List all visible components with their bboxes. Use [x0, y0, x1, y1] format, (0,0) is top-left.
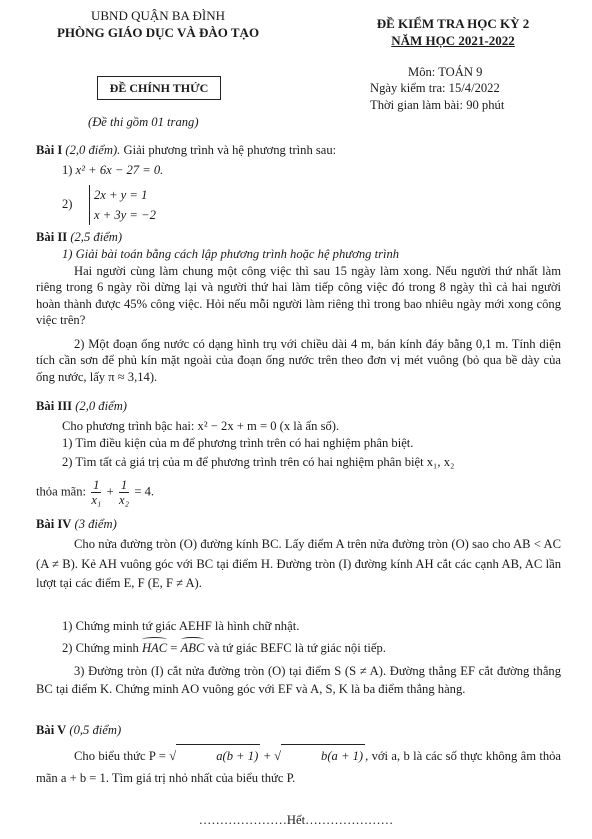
q3-frac1-num: 1: [93, 478, 100, 492]
q3-condition: [36, 478, 154, 507]
q3-cond-prefix: thỏa mãn:: [36, 484, 87, 499]
q5-points: (0,5 điểm): [69, 723, 122, 737]
q5-head: Bài V: [36, 723, 67, 737]
q4-p2-a: 2) Chứng minh: [62, 641, 139, 655]
org-line1: UBND QUẬN BA ĐÌNH: [91, 8, 225, 23]
q2-head: Bài II: [36, 230, 68, 244]
q1-sys-line1: 2x + y = 1: [94, 188, 148, 202]
q3-heading: [36, 398, 561, 414]
q5-heading: [36, 722, 561, 738]
exam-header: [348, 16, 558, 50]
q1-system: [89, 185, 156, 225]
q3-p2: 2) Tìm tất cả giá trị của m để phương trình trên có hai nghiệm phân biệt x₁, x₂: [62, 455, 455, 469]
q5-sqrt2: b(a + 1): [281, 744, 365, 767]
q5-sqrt2-sign: √: [274, 749, 282, 763]
q4-angle-hac: HAC: [141, 641, 168, 655]
q3-p1: 1) Tìm điều kiện của m để phương trình trên có hai nghiệm phân biệt.: [62, 436, 414, 450]
q4-angle-abc: ABC: [180, 641, 205, 655]
q4-p2: [62, 640, 587, 656]
q1-p1-equation: x² + 6x − 27 = 0.: [75, 163, 164, 177]
q3-plus: +: [106, 484, 114, 499]
duration: Thời gian làm bài: 90 phút: [370, 97, 505, 112]
q5-sqrt1: a(b + 1): [176, 744, 260, 767]
q3-cond-suffix: = 4.: [134, 484, 155, 499]
q1-p2-label: 2): [62, 197, 73, 211]
q1-intro: Giải phương trình và hệ phương trình sau:: [123, 143, 337, 157]
q4-head: Bài IV: [36, 517, 72, 531]
q4-p2-b: và tứ giác BEFC là tứ giác nội tiếp.: [207, 641, 386, 655]
q4-heading: [36, 516, 561, 532]
q3-frac1-den: x₁: [91, 493, 102, 507]
q4-p3: 3) Đường tròn (I) cắt nửa đường tròn (O) tại điểm S (S ≠ A). Đường thẳng EF cắt đường thẳng BC tại điểm K. Chứng minh AO vuông góc với EF và A, S, K là ba điểm thẳng hàng.: [36, 664, 561, 697]
org-header: [48, 8, 268, 42]
q1-heading: [36, 142, 561, 158]
subject: Môn: TOÁN 9: [408, 65, 483, 79]
school-year: NĂM HỌC 2021-2022: [391, 32, 515, 48]
pages-note: (Đề thi gồm 01 trang): [88, 115, 199, 129]
q3-frac1: [91, 478, 101, 507]
q4-intro: Cho nửa đường tròn (O) đường kính BC. Lấy điểm A trên nửa đường tròn (O) sao cho AB < AC (A ≠ B). Kẻ AH vuông góc với BC tại điểm H. Đường tròn (I) đường kính AH cắt các cạnh AB, AC lần lượt tại các điểm E, F (E, F ≠ A).: [36, 537, 561, 591]
q3-frac2-num: 1: [120, 478, 128, 492]
q2-p2-text: 2) Một đoạn ống nước có dạng hình trụ với chiều dài 4 m, bán kính đáy bằng 0,1 m. Tính diện tích cần sơn để phủ kín mặt ngoài của đoạn ống nước trên theo đơn vị mét vuông (bỏ qua bề dày của ống nước, lấy π ≈ 3,14).: [36, 337, 561, 384]
q5-sqrt1-sign: √: [169, 749, 177, 763]
official-label: ĐỀ CHÍNH THỨC: [97, 76, 221, 100]
q1-part1: [62, 162, 587, 178]
q3-frac2: [119, 478, 129, 507]
q4-points: (3 điểm): [74, 517, 117, 531]
q4-p1: 1) Chứng minh tứ giác AEHF là hình chữ nhật.: [62, 619, 300, 633]
q3-intro: Cho phương trình bậc hai: x² − 2x + m = 0 (x là ẩn số).: [62, 419, 340, 433]
q2-p1-text: Hai người cùng làm chung một công việc thì sau 15 ngày làm xong. Nếu người thứ nhất làm riêng trong 6 ngày rồi dừng lại và người thứ hai làm tiếp công việc đó trong 8 ngày thì cả hai người hoàn thành được 45% công việc. Hỏi nếu mỗi người làm riêng thì trong bao nhiêu ngày mới xong công việc trên?: [36, 264, 561, 328]
q5-plus: +: [263, 749, 271, 763]
q2-p1-title: 1) Giải bài toán bằng cách lập phương trình hoặc hệ phương trình: [62, 247, 400, 261]
q2-heading: [36, 229, 561, 245]
q1-sys-line2: x + 3y = −2: [94, 208, 156, 222]
q5-text-b: , với a, b là các số thực không âm thỏa mãn a + b = 1. Tìm giá trị nhỏ nhất của biểu thức P.: [36, 749, 562, 786]
subject-block: [370, 64, 570, 113]
q1-p1-label: 1): [62, 163, 73, 177]
q1-points: (2,0 điểm).: [65, 143, 121, 157]
q3-frac2-den: x₂: [119, 493, 130, 507]
q3-points: (2,0 điểm): [75, 399, 127, 413]
exam-title: ĐỀ KIỂM TRA HỌC KỲ 2: [376, 16, 530, 31]
q1-head: Bài I: [36, 143, 63, 157]
q5-text: [36, 744, 561, 789]
q4-p2-eq: =: [170, 641, 178, 655]
end-mark: …………………Hết…………………: [198, 813, 394, 827]
q2-points: (2,5 điểm): [70, 230, 123, 244]
exam-date: Ngày kiểm tra: 15/4/2022: [370, 81, 500, 96]
org-line2: PHÒNG GIÁO DỤC VÀ ĐÀO TẠO: [56, 24, 260, 40]
q3-head: Bài III: [36, 399, 73, 413]
q5-text-a: Cho biểu thức P =: [74, 749, 166, 763]
